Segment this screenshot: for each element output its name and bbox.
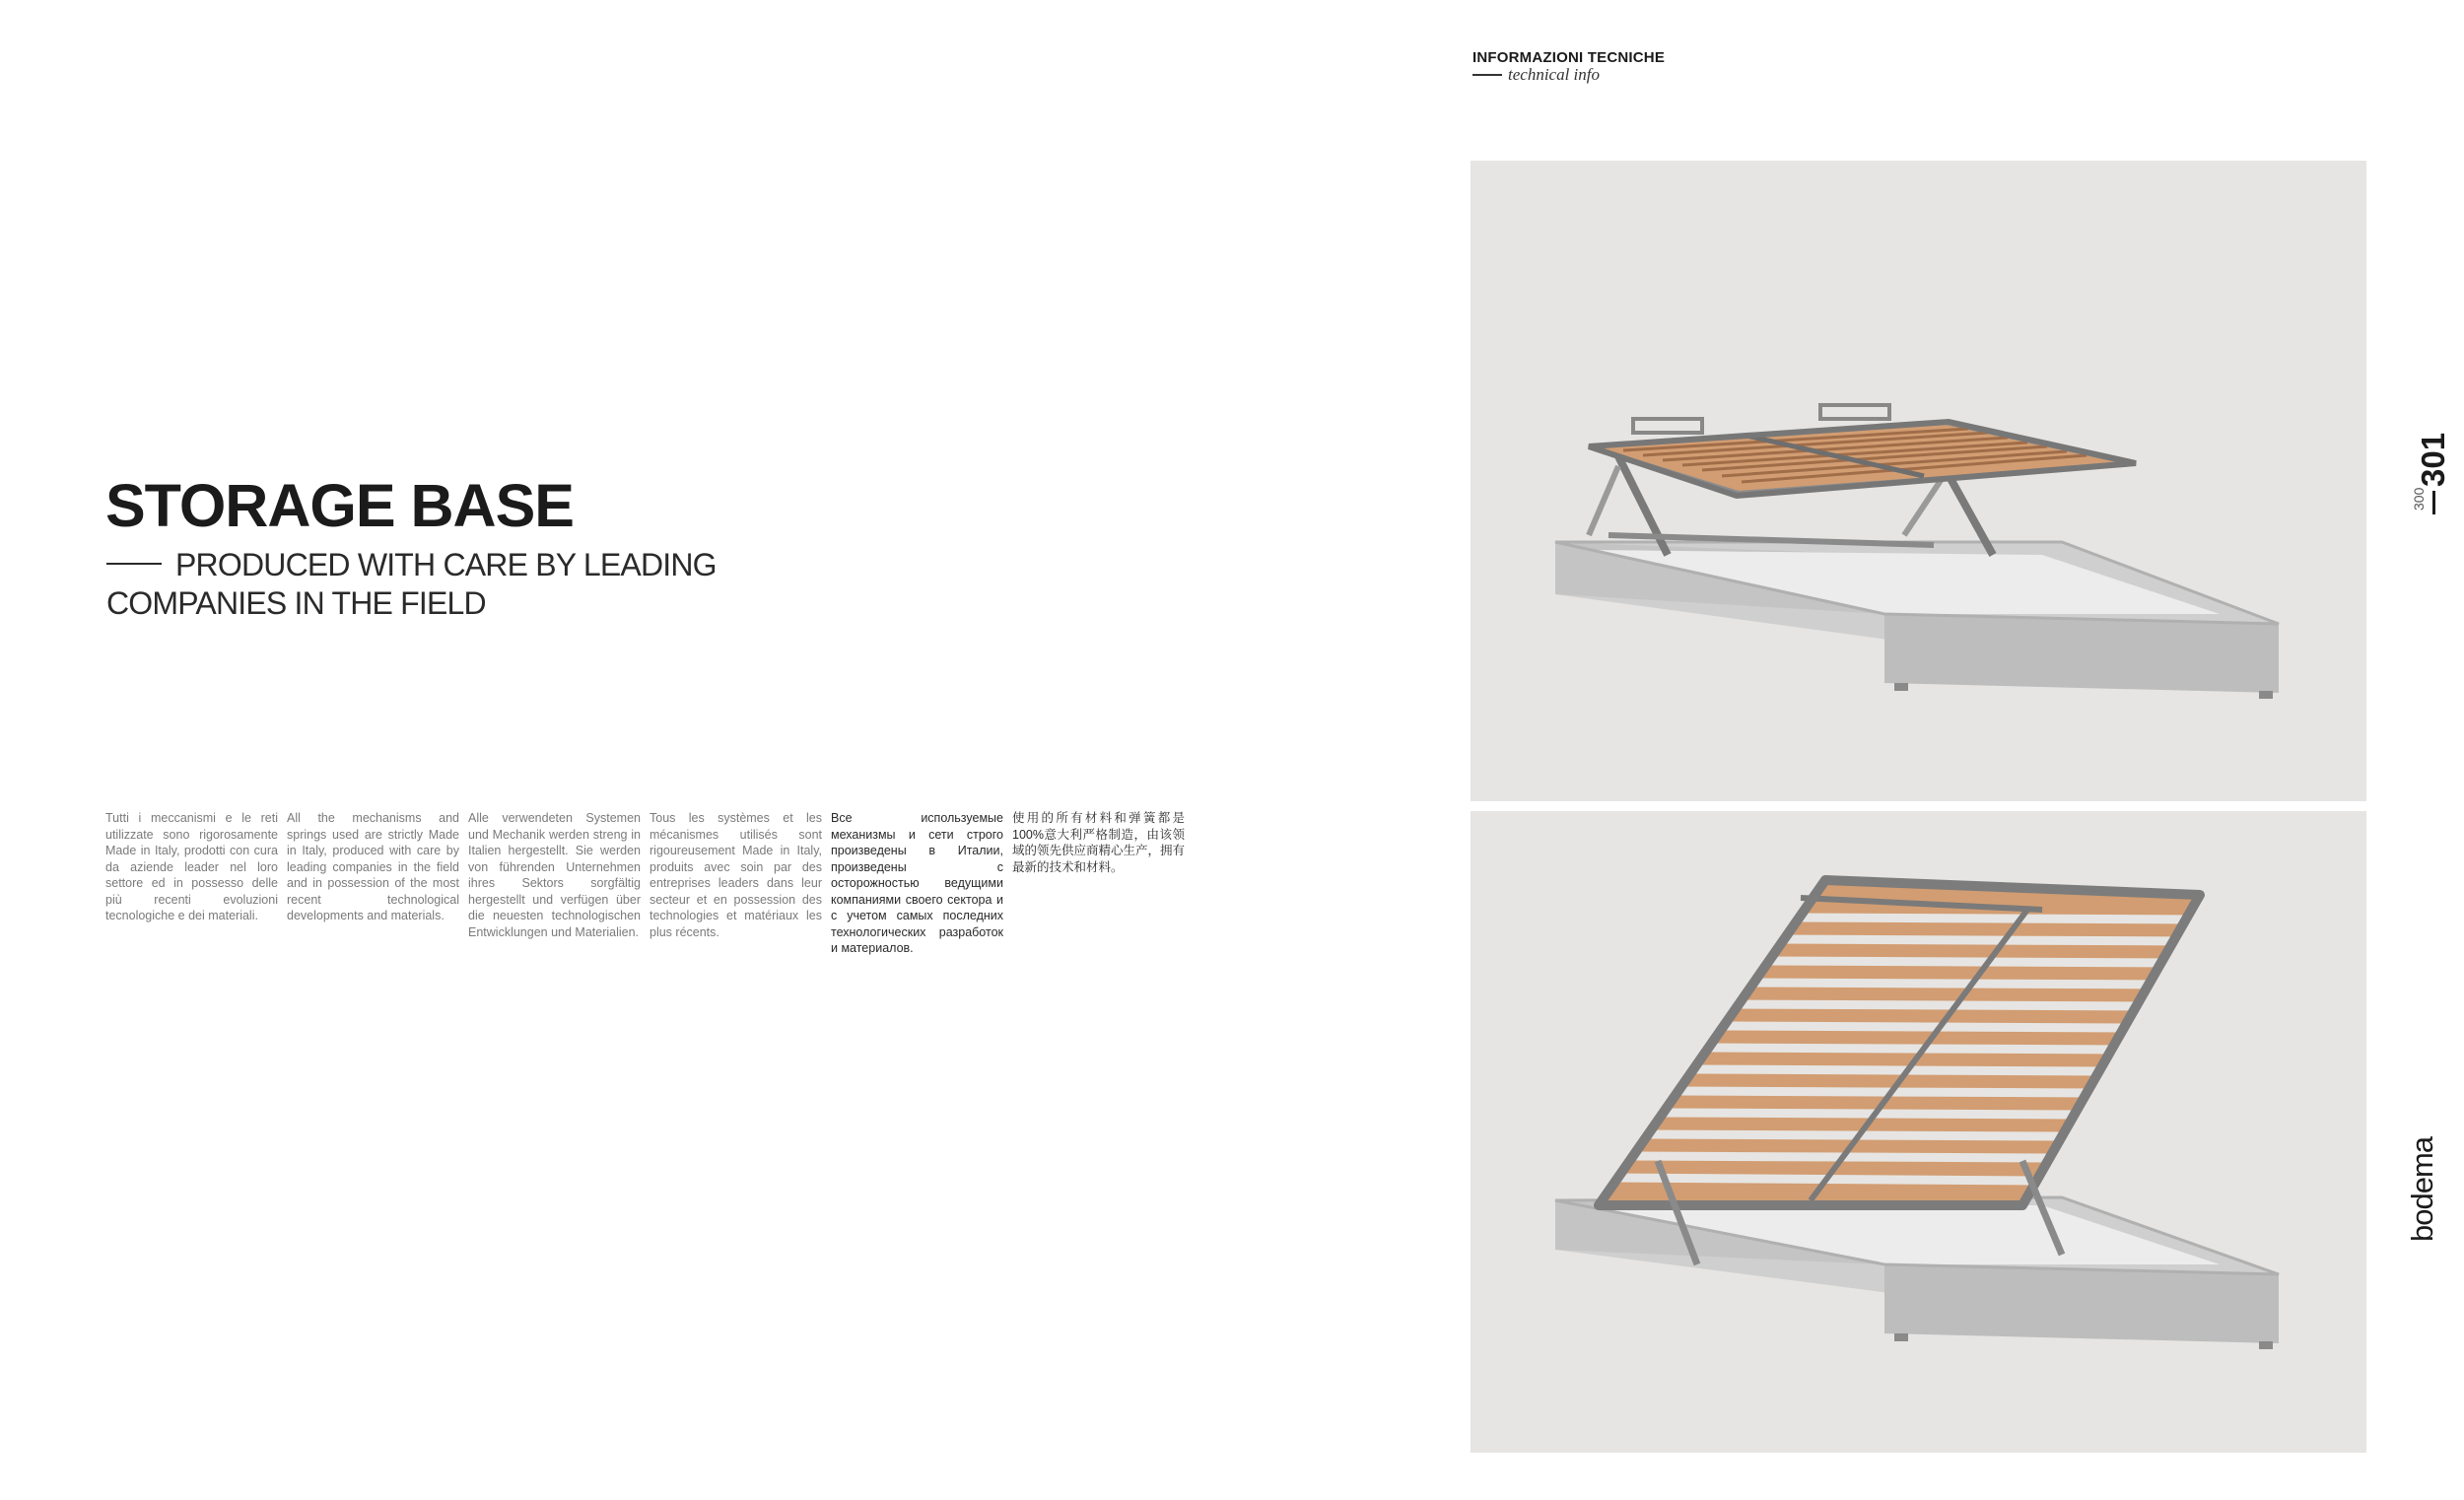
subtitle-line-2: COMPANIES IN THE FIELD bbox=[106, 585, 486, 621]
section-label-italian: INFORMAZIONI TECNICHE bbox=[1472, 49, 1666, 66]
text-column-russian: Все используемые механизмы и сети строго произведены в Италии, произведены с осторожностью ведущими компаниями своего сектора и с учетом самых последних технологических разработок и материалов. bbox=[831, 811, 1003, 955]
brand-logo: bodema bbox=[2405, 1136, 2439, 1242]
text-column-french: Tous les systèmes et les mécanismes utilisés sont rigoureusement Made in Italy, produits avec soin par des entreprises leaders dans leur secteur et en possession des technologies et matériaux les plus récents. bbox=[650, 811, 822, 939]
text-column-english: All the mechanisms and springs used are strictly Made in Italy, produced with care by leading companies in the field and in possession of the most recent technological developments and materials. bbox=[287, 811, 459, 922]
storage-bed-partially-open-image bbox=[1471, 161, 2366, 801]
subtitle-rule bbox=[106, 563, 162, 565]
page-number-right-text: 301 bbox=[2415, 432, 2451, 487]
page-title: STORAGE BASE bbox=[105, 472, 574, 539]
page-number-rule bbox=[2432, 491, 2435, 514]
subtitle-line-1: PRODUCED WITH CARE BY LEADING bbox=[175, 547, 717, 582]
section-label bbox=[1472, 49, 1665, 85]
section-label-english-text: technical info bbox=[1508, 65, 1601, 84]
storage-bed-fully-open-image bbox=[1471, 811, 2366, 1453]
section-label-english bbox=[1472, 65, 1665, 85]
product-photo-partially-open bbox=[1471, 161, 2366, 801]
label-rule bbox=[1472, 74, 1502, 76]
page-subtitle bbox=[106, 546, 717, 623]
page-numbers bbox=[2397, 424, 2456, 532]
page-number-left: 300 bbox=[2411, 487, 2427, 511]
product-photo-fully-open bbox=[1471, 811, 2366, 1453]
text-column-chinese: 使用的所有材料和弹簧都是100%意大利严格制造，由该领域的领先供应商精心生产，拥有最新的技术和材料。 bbox=[1012, 811, 1186, 874]
text-column-german: Alle verwendeten Systemen und Mechanik werden streng in Italien hergestellt. Sie werden von führenden Unternehmen ihres Sektors sorgfältig hergestellt und verfügen über die neuesten technologischen Entwicklungen und Materialien. bbox=[468, 811, 641, 939]
text-column-italian: Tutti i meccanismi e le reti utilizzate sono rigorosamente Made in Italy, prodotti con cura da aziende leader nel loro settore ed in possesso delle più recenti evoluzioni tecnologiche e dei materiali. bbox=[105, 811, 278, 922]
